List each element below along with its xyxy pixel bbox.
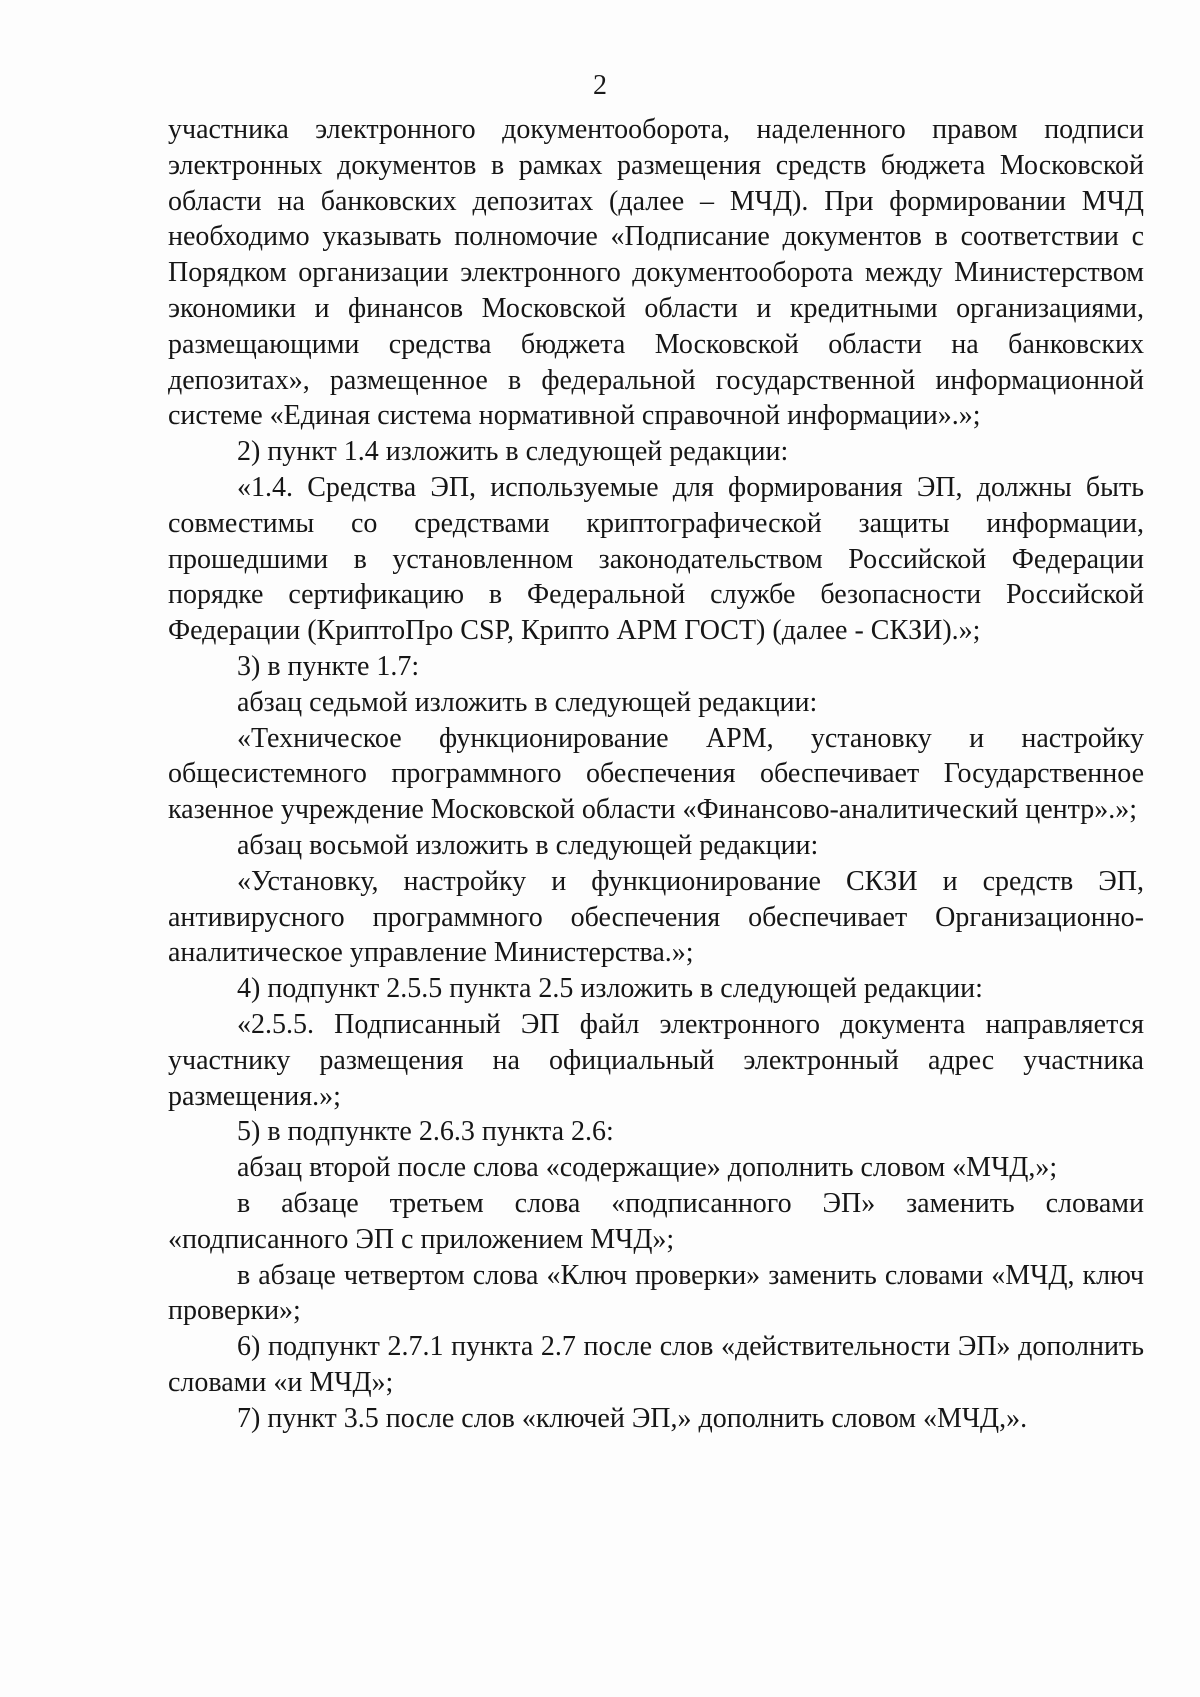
paragraph-continuation: участника электронного документооборота, наделенного правом подписи электронных документов в рамках размещения средств бюджета Московской области на банковских депозитах (далее – МЧД). При формировании МЧД необходимо указывать полномочие «Подписание документов в соответствии с Порядком организации электронного документооборота между Министерством экономики и финансов Московской области и кредитными организациями, размещающими средства бюджета Московской области на банковских депозитах», размещенное в федеральной государственной информационной системе «Единая система нормативной справочной информации».»; [168, 114, 1144, 432]
paragraph-item-3-abzac-7: абзац седьмой изложить в следующей редакции: [237, 686, 818, 718]
paragraph-item-4: 4) подпункт 2.5.5 пункта 2.5 изложить в следующей редакции: [237, 973, 983, 1005]
paragraph-item-5-abzac-3: в абзаце третьем слова «подписанного ЭП» заменить словами «подписанного ЭП с приложением МЧД»; [168, 1187, 1144, 1255]
paragraph-item-5-abzac-2: абзац второй после слова «содержащие» дополнить словом «МЧД,»; [237, 1152, 1058, 1184]
document-body [168, 112, 1144, 1436]
paragraph-item-3-abzac-8: абзац восьмой изложить в следующей редакции: [237, 829, 819, 861]
paragraph-item-6: 6) подпункт 2.7.1 пункта 2.7 после слов «действительности ЭП» дополнить словами «и МЧД»; [168, 1331, 1144, 1398]
paragraph-item-2: 2) пункт 1.4 изложить в следующей редакции: [237, 436, 789, 468]
page-number: 2 [593, 70, 607, 101]
paragraph-item-5-abzac-4: в абзаце четвертом слова «Ключ проверки» заменить словами «МЧД, ключ проверки»; [168, 1259, 1144, 1327]
paragraph-item-3: 3) в пункте 1.7: [237, 650, 420, 682]
paragraph-item-4-text: «2.5.5. Подписанный ЭП файл электронного документа направляется участнику размещения на официальный электронный адрес участника размещения.»; [168, 1008, 1144, 1112]
paragraph-item-7: 7) пункт 3.5 после слов «ключей ЭП,» дополнить словом «МЧД,». [237, 1402, 1028, 1434]
paragraph-item-3-abzac-8-text: «Установку, настройку и функционирование СКЗИ и средств ЭП, антивирусного программного обеспечения обеспечивает Организационно-аналитическое управление Министерства.»; [168, 865, 1144, 969]
paragraph-item-2-text: «1.4. Средства ЭП, используемые для формирования ЭП, должны быть совместимы со средствами криптографической защиты информации, прошедшими в установленном законодательством Российской Федерации порядке сертификацию в Федеральной службе безопасности Российской Федерации (КриптоПро CSP, Крипто АРМ ГОСТ) (далее - СКЗИ).»; [168, 471, 1144, 647]
paragraph-item-5: 5) в подпункте 2.6.3 пункта 2.6: [237, 1116, 614, 1148]
paragraph-item-3-abzac-7-text: «Техническое функционирование АРМ, установку и настройку общесистемного программного обеспечения обеспечивает Государственное казенное учреждение Московской области «Финансово-аналитический центр».»; [168, 722, 1144, 826]
